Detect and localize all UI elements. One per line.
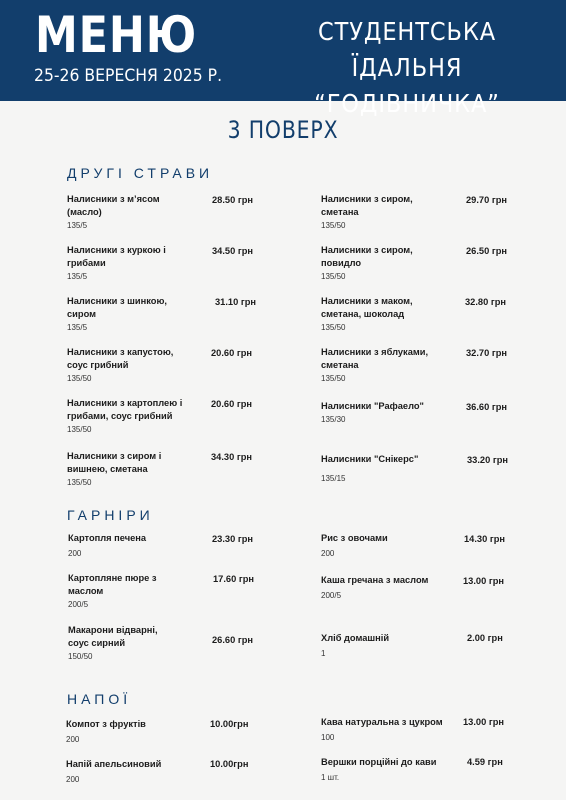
item-weight: 135/15 (321, 474, 346, 483)
item-name: Картопляне пюре з маслом (68, 573, 157, 596)
item-weight: 135/50 (67, 374, 92, 383)
item-weight: 200 (66, 735, 80, 744)
menu-item (321, 400, 451, 426)
item-name: Налисники "Рафаело" (321, 401, 424, 411)
item-weight: 135/50 (321, 221, 346, 230)
item-price: 10.00грн (210, 759, 249, 769)
menu-title: МЕНЮ (35, 6, 198, 64)
menu-item (321, 632, 451, 660)
section-title-drinks: НАПОЇ (67, 691, 132, 707)
item-price: 36.60 грн (466, 402, 508, 412)
canteen-name (272, 14, 542, 122)
item-name: Налисники з яблуками, сметана (321, 347, 429, 370)
section-title-second-courses: ДРУГІ СТРАВИ (67, 165, 214, 181)
item-price: 14.30 грн (464, 534, 506, 544)
menu-item (66, 718, 196, 746)
item-weight: 135/50 (321, 272, 346, 281)
section-title-garnishes: ГАРНІРИ (67, 507, 154, 523)
item-weight: 200 (66, 775, 80, 784)
menu-item (67, 397, 192, 436)
item-name: Налисники з м’ясом (масло) (67, 194, 160, 217)
item-weight: 135/5 (67, 272, 88, 281)
item-name: Макарони відварні, соус сирний (68, 625, 158, 648)
item-price: 20.60 грн (211, 348, 253, 358)
menu-header (0, 0, 566, 118)
item-weight: 1 (321, 649, 326, 658)
item-weight: 200 (68, 549, 82, 558)
item-price: 17.60 грн (213, 574, 255, 584)
item-name: Рис з овочами (321, 533, 388, 543)
item-name: Картопля печена (68, 533, 147, 543)
menu-item (321, 453, 451, 485)
menu-item (67, 346, 185, 385)
item-name: Налисники з капустою, соус грибний (67, 347, 174, 370)
menu-item (67, 244, 179, 283)
item-weight: 135/5 (67, 323, 88, 332)
item-price: 26.50 грн (466, 246, 508, 256)
item-name: Налисники "Снікерс" (321, 454, 419, 464)
menu-item (67, 295, 179, 334)
item-weight: 135/30 (321, 415, 346, 424)
item-price: 34.30 грн (211, 452, 253, 462)
item-weight: 1 шт. (321, 773, 340, 782)
item-name: Кава натуральна з цукром (321, 717, 443, 727)
item-price: 32.80 грн (465, 297, 507, 307)
item-weight: 100 (321, 733, 335, 742)
item-price: 20.60 грн (211, 399, 253, 409)
canteen-name-line1: СТУДЕНТСЬКА ЇДАЛЬНЯ (317, 17, 497, 82)
item-name: Налисники з картоплею і грибами, соус грибний (67, 398, 183, 421)
item-name: Каша гречана з маслом (321, 575, 429, 585)
item-price: 13.00 грн (463, 717, 505, 727)
item-weight: 135/50 (321, 323, 346, 332)
item-price: 13.00 грн (463, 576, 505, 586)
item-weight: 135/50 (67, 425, 92, 434)
menu-date: 25-26 ВЕРЕСНЯ 2025 Р. (34, 66, 223, 86)
item-price: 33.20 грн (467, 455, 509, 465)
menu-item (321, 346, 439, 385)
menu-item (67, 193, 187, 232)
item-weight: 135/50 (67, 478, 92, 487)
menu-item (321, 244, 431, 283)
menu-item (321, 574, 451, 602)
item-price: 31.10 грн (215, 297, 257, 307)
menu-item (68, 624, 180, 663)
item-name: Хліб домашній (321, 633, 390, 643)
item-weight: 150/50 (68, 652, 93, 661)
item-weight: 200 (321, 549, 335, 558)
item-price: 2.00 грн (467, 633, 503, 643)
canteen-name-line2: “ГОДІВНИЧКА” (314, 89, 500, 118)
item-price: 32.70 грн (466, 348, 508, 358)
menu-item (67, 450, 179, 489)
item-name: Налисники з куркою і грибами (67, 245, 166, 268)
item-name: Налисники з шинкою, сиром (67, 296, 167, 319)
menu-item (321, 716, 461, 744)
menu-item (68, 572, 168, 611)
menu-item (321, 532, 451, 560)
item-price: 10.00грн (210, 719, 249, 729)
item-price: 28.50 грн (212, 195, 254, 205)
item-name: Налисники з сиром, повидло (321, 245, 413, 268)
item-weight: 200/5 (321, 591, 342, 600)
item-name: Напій апельсиновий (66, 759, 162, 769)
item-name: Компот з фруктів (66, 719, 146, 729)
item-name: Налисники з маком, сметана, шоколад (321, 296, 413, 319)
item-price: 4.59 грн (467, 757, 503, 767)
item-name: Налисники з сиром, сметана (321, 194, 413, 217)
menu-item (66, 758, 196, 786)
item-price: 26.60 грн (212, 635, 254, 645)
item-weight: 135/50 (321, 374, 346, 383)
item-price: 23.30 грн (212, 534, 254, 544)
menu-item (68, 532, 198, 560)
menu-item (321, 295, 436, 334)
item-price: 29.70 грн (466, 195, 508, 205)
floor-title: 3 ПОВЕРХ (227, 116, 339, 144)
menu-item (321, 756, 461, 784)
item-name: Вершки порційні до кави (321, 757, 437, 767)
menu-item (321, 193, 431, 232)
item-weight: 200/5 (68, 600, 89, 609)
item-name: Налисники з сиром і вишнею, сметана (67, 451, 162, 474)
item-price: 34.50 грн (212, 246, 254, 256)
item-weight: 135/5 (67, 221, 88, 230)
